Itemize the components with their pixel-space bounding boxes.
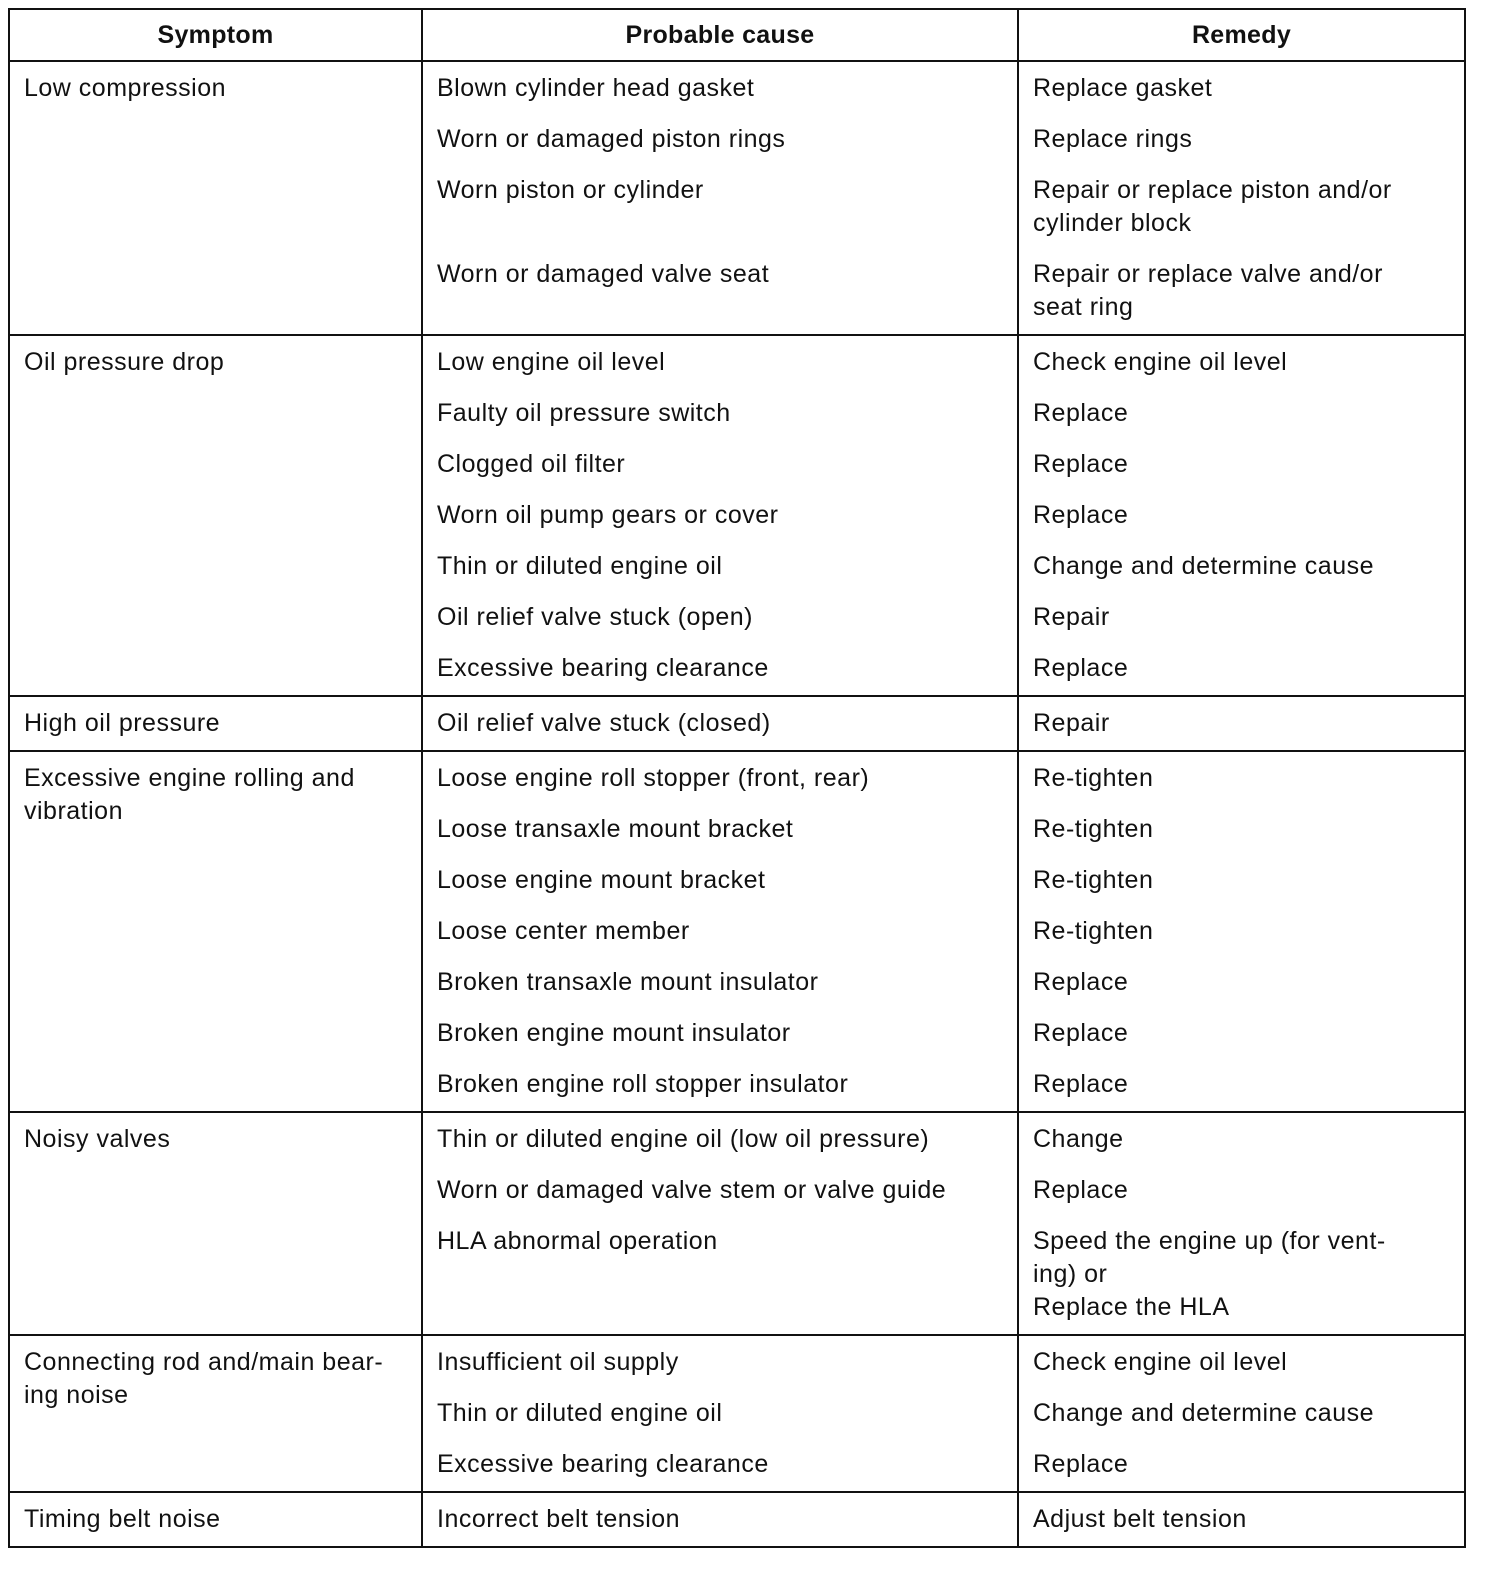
symptom-cell (9, 696, 422, 751)
probable-cause-cell (422, 335, 1018, 696)
probable-cause-text: Broken transaxle mount insulator (437, 968, 819, 996)
probable-cause-text: HLA abnormal operation (437, 1227, 718, 1255)
probable-cause-cell (422, 1492, 1018, 1547)
remedy-text: Replace (1033, 1070, 1129, 1098)
remedy-text: Replace (1033, 968, 1129, 996)
remedy-cell (1018, 1112, 1465, 1335)
probable-cause-text: Oil relief valve stuck (closed) (437, 709, 771, 737)
remedy-text: Replace (1033, 1176, 1129, 1204)
probable-cause-text: Worn or damaged piston rings (437, 125, 786, 153)
remedy-text: Change and determine cause (1033, 1399, 1375, 1427)
symptom-cell (9, 751, 422, 1112)
remedy-text: Re-tighten (1033, 815, 1154, 843)
probable-cause-cell (422, 1112, 1018, 1335)
probable-cause-cell (422, 696, 1018, 751)
table-row (9, 696, 1465, 751)
symptom-cell (9, 1335, 422, 1492)
table-header-row (9, 9, 1465, 61)
remedy-text: Check engine oil level (1033, 348, 1288, 376)
probable-cause-cell (422, 61, 1018, 335)
probable-cause-cell (422, 1335, 1018, 1492)
probable-cause-text: Blown cylinder head gasket (437, 74, 755, 102)
troubleshooting-table (8, 8, 1466, 1548)
remedy-text: Repair (1033, 709, 1110, 737)
remedy-cell (1018, 1492, 1465, 1547)
symptom-cell (9, 61, 422, 335)
remedy-text: Adjust belt tension (1033, 1505, 1247, 1533)
probable-cause-text: Oil relief valve stuck (open) (437, 603, 754, 631)
remedy-text: Repair or replace valve and/or seat ring (1033, 260, 1383, 321)
remedy-text: Change and determine cause (1033, 552, 1375, 580)
remedy-text: Change (1033, 1125, 1124, 1153)
remedy-text: Replace rings (1033, 125, 1193, 153)
symptom-cell (9, 1112, 422, 1335)
probable-cause-text: Worn or damaged valve stem or valve guide (437, 1176, 947, 1204)
table-body (9, 61, 1465, 1547)
troubleshooting-page (8, 8, 1464, 1548)
symptom-text: Oil pressure drop (24, 348, 225, 376)
remedy-text: Replace gasket (1033, 74, 1213, 102)
symptom-text: Timing belt noise (24, 1505, 221, 1533)
remedy-cell (1018, 696, 1465, 751)
probable-cause-text: Worn or damaged valve seat (437, 260, 770, 288)
probable-cause-text: Broken engine mount insulator (437, 1019, 791, 1047)
probable-cause-text: Thin or diluted engine oil (low oil pressure) (437, 1125, 930, 1153)
probable-cause-text: Thin or diluted engine oil (437, 1399, 723, 1427)
table-row (9, 335, 1465, 696)
remedy-cell (1018, 1335, 1465, 1492)
remedy-cell (1018, 61, 1465, 335)
probable-cause-text: Excessive bearing clearance (437, 654, 769, 682)
remedy-text: Replace (1033, 501, 1129, 529)
probable-cause-text: Loose center member (437, 917, 690, 945)
table-row (9, 1112, 1465, 1335)
table-row (9, 1492, 1465, 1547)
remedy-text: Repair (1033, 603, 1110, 631)
probable-cause-text: Worn piston or cylinder (437, 176, 704, 204)
remedy-text: Check engine oil level (1033, 1348, 1288, 1376)
remedy-text: Re-tighten (1033, 866, 1154, 894)
probable-cause-text: Thin or diluted engine oil (437, 552, 723, 580)
remedy-text: Re-tighten (1033, 764, 1154, 792)
remedy-text: Replace (1033, 1450, 1129, 1478)
probable-cause-text: Excessive bearing clearance (437, 1450, 769, 1478)
probable-cause-text: Loose engine mount bracket (437, 866, 766, 894)
remedy-text: Re-tighten (1033, 917, 1154, 945)
symptom-text: Excessive engine rolling and vibration (24, 764, 355, 825)
remedy-text: Replace (1033, 654, 1129, 682)
probable-cause-text: Faulty oil pressure switch (437, 399, 731, 427)
remedy-text: Repair or replace piston and/or cylinder block (1033, 176, 1392, 237)
symptom-text: Noisy valves (24, 1125, 171, 1153)
remedy-text: Replace (1033, 1019, 1129, 1047)
header-probable-cause: Probable cause (422, 9, 1018, 61)
symptom-text: High oil pressure (24, 709, 221, 737)
probable-cause-text: Low engine oil level (437, 348, 666, 376)
remedy-cell (1018, 751, 1465, 1112)
table-row (9, 61, 1465, 335)
table-row (9, 751, 1465, 1112)
probable-cause-text: Worn oil pump gears or cover (437, 501, 779, 529)
remedy-text: Replace (1033, 450, 1129, 478)
symptom-text: Connecting rod and/main bear- ing noise (24, 1348, 384, 1409)
symptom-cell (9, 1492, 422, 1547)
probable-cause-text: Loose engine roll stopper (front, rear) (437, 764, 870, 792)
remedy-cell (1018, 335, 1465, 696)
probable-cause-text: Clogged oil filter (437, 450, 626, 478)
remedy-text: Replace (1033, 399, 1129, 427)
table-row (9, 1335, 1465, 1492)
probable-cause-text: Insufficient oil supply (437, 1348, 679, 1376)
probable-cause-text: Incorrect belt tension (437, 1505, 681, 1533)
probable-cause-text: Broken engine roll stopper insulator (437, 1070, 849, 1098)
probable-cause-cell (422, 751, 1018, 1112)
symptom-text: Low compression (24, 74, 227, 102)
symptom-cell (9, 335, 422, 696)
header-symptom: Symptom (9, 9, 422, 61)
header-remedy: Remedy (1018, 9, 1465, 61)
probable-cause-text: Loose transaxle mount bracket (437, 815, 794, 843)
remedy-text: Speed the engine up (for vent- ing) or Replace the HLA (1033, 1227, 1386, 1321)
